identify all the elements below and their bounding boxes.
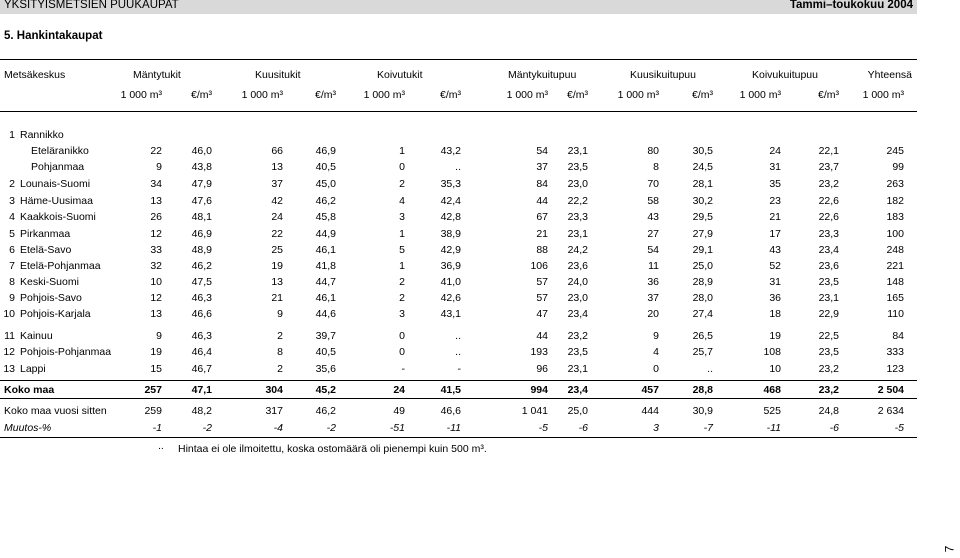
table-cell: 994 (530, 384, 548, 396)
table-cell: 46,4 (191, 346, 212, 358)
table-cell: 9 (277, 308, 283, 320)
table-cell: -51 (389, 422, 405, 434)
unit-header: 1 000 m³ (617, 89, 659, 101)
unit-header: €/m³ (315, 89, 336, 101)
table-cell: 23,5 (818, 346, 839, 358)
table-cell: 34 (150, 178, 162, 190)
table-cell: 13 (150, 195, 162, 207)
table-cell: 23,1 (567, 145, 588, 157)
region-number: 1 (9, 129, 15, 141)
table-cell: 36,9 (440, 260, 461, 272)
table-cell: 10 (150, 276, 162, 288)
table-cell: 26,5 (692, 330, 713, 342)
table-cell: 84 (536, 178, 548, 190)
table-cell: 100 (886, 228, 904, 240)
row-number: 3 (9, 195, 15, 207)
table-cell: 24,8 (818, 405, 839, 417)
table-bottom-rule (0, 437, 917, 438)
table-cell: 44,9 (315, 228, 336, 240)
previous-year-row-label: Koko maa vuosi sitten (4, 405, 107, 417)
table-cell: 47,9 (191, 178, 212, 190)
table-cell: 24 (271, 211, 283, 223)
table-cell: 24,5 (692, 161, 713, 173)
table-cell: 42,4 (440, 195, 461, 207)
table-cell: 37 (536, 161, 548, 173)
table-cell: 46,7 (191, 363, 212, 375)
table-cell: 39,7 (315, 330, 336, 342)
table-cell: 25,0 (567, 405, 588, 417)
table-cell: -7 (703, 422, 713, 434)
table-cell: -6 (829, 422, 839, 434)
table-cell: 123 (886, 363, 904, 375)
table-cell: .. (455, 346, 461, 358)
table-cell: 21 (536, 228, 548, 240)
table-cell: 4 (399, 195, 405, 207)
table-cell: 27,4 (692, 308, 713, 320)
row-number: 5 (9, 228, 15, 240)
table-cell: 25,0 (692, 260, 713, 272)
table-cell: 2 (399, 178, 405, 190)
table-cell: 27,9 (692, 228, 713, 240)
table-cell: 23,5 (567, 161, 588, 173)
table-cell: 45,0 (315, 178, 336, 190)
row-number: 10 (3, 308, 15, 320)
table-cell: 84 (892, 330, 904, 342)
table-cell: 44,6 (315, 308, 336, 320)
table-cell: 41,0 (440, 276, 461, 288)
row-number: 11 (4, 330, 15, 342)
table-cell: 13 (271, 276, 283, 288)
table-cell: 4 (653, 346, 659, 358)
table-cell: 47,1 (191, 384, 212, 396)
unit-header: €/m³ (818, 89, 839, 101)
table-cell: 23,1 (818, 292, 839, 304)
table-cell: 54 (647, 244, 659, 256)
table-cell: 25 (271, 244, 283, 256)
table-cell: 468 (763, 384, 781, 396)
table-cell: 0 (399, 346, 405, 358)
unit-header: €/m³ (440, 89, 461, 101)
table-cell: 12 (150, 292, 162, 304)
table-cell: 58 (647, 195, 659, 207)
table-cell: 22,6 (818, 211, 839, 223)
table-cell: 46,2 (315, 195, 336, 207)
table-cell: 2 (277, 363, 283, 375)
table-cell: 30,2 (692, 195, 713, 207)
table-cell: 23,6 (567, 260, 588, 272)
table-cell: -6 (578, 422, 588, 434)
table-cell: 28,0 (692, 292, 713, 304)
table-cell: 46,6 (440, 405, 461, 417)
table-cell: 304 (265, 384, 283, 396)
table-cell: 35 (769, 178, 781, 190)
table-cell: 37 (271, 178, 283, 190)
table-cell: 444 (641, 405, 659, 417)
table-cell: 49 (393, 405, 405, 417)
table-cell: 23,2 (818, 384, 839, 396)
table-cell: 31 (769, 276, 781, 288)
table-cell: 24 (769, 145, 781, 157)
region-name: Rannikko (20, 129, 64, 141)
table-cell: 46,9 (191, 228, 212, 240)
table-cell: 12 (150, 228, 162, 240)
table-cell: 13 (271, 161, 283, 173)
footnote-text: Hintaa ei ole ilmoitettu, koska ostomäärä oli pienempi kuin 500 m³. (178, 443, 487, 455)
table-cell: 15 (150, 363, 162, 375)
unit-header: €/m³ (191, 89, 212, 101)
table-cell: 18 (769, 308, 781, 320)
table-cell: 5 (399, 244, 405, 256)
table-cell: 0 (399, 330, 405, 342)
table-cell: 21 (271, 292, 283, 304)
table-cell: -2 (326, 422, 336, 434)
table-cell: 32 (150, 260, 162, 272)
table-cell: 96 (536, 363, 548, 375)
table-cell: 38,9 (440, 228, 461, 240)
document-header (0, 0, 917, 14)
table-cell: 22 (271, 228, 283, 240)
table-cell: 110 (887, 308, 904, 320)
table-cell: 8 (653, 161, 659, 173)
unit-header: 1 000 m³ (363, 89, 405, 101)
row-number: 6 (9, 244, 15, 256)
table-cell: 23,4 (567, 384, 588, 396)
table-cell: 245 (886, 145, 904, 157)
column-group-header: Metsäkeskus (4, 69, 66, 81)
table-cell: 23,1 (567, 363, 588, 375)
table-cell: 19 (271, 260, 283, 272)
table-cell: 22 (150, 145, 162, 157)
table-cell: 88 (536, 244, 548, 256)
table-cell: 8 (277, 346, 283, 358)
row-name: Eteläranikko (31, 145, 89, 157)
table-cell: 165 (886, 292, 904, 304)
table-cell: 22,6 (818, 195, 839, 207)
table-cell: 257 (144, 384, 162, 396)
table-cell: 44 (536, 330, 548, 342)
table-cell: -4 (273, 422, 283, 434)
table-cell: 193 (530, 346, 548, 358)
table-cell: 40,5 (315, 161, 336, 173)
table-cell: 2 634 (877, 405, 904, 417)
table-cell: 46,9 (315, 145, 336, 157)
row-number: 7 (9, 260, 15, 272)
table-cell: 3 (399, 308, 405, 320)
footnote-symbol: .. (158, 440, 164, 452)
table-cell: 23,2 (818, 363, 839, 375)
table-cell: 46,1 (315, 292, 336, 304)
table-cell: 23,5 (818, 276, 839, 288)
table-cell: 37 (647, 292, 659, 304)
table-cell: 36 (769, 292, 781, 304)
table-cell: 45,8 (315, 211, 336, 223)
table-cell: 28,1 (692, 178, 713, 190)
report-period: Tammi–toukokuu 2004 (789, 0, 913, 11)
table-cell: 23,4 (567, 308, 588, 320)
table-cell: 457 (641, 384, 659, 396)
table-top-rule (0, 59, 917, 60)
table-cell: 22,2 (567, 195, 588, 207)
table-cell: 24,0 (567, 276, 588, 288)
page-number: 7 (942, 545, 957, 553)
table-cell: 9 (156, 330, 162, 342)
table-cell: 263 (886, 178, 904, 190)
table-cell: -5 (894, 422, 904, 434)
row-name: Pohjois-Savo (20, 292, 82, 304)
unit-header: €/m³ (567, 89, 588, 101)
unit-header: 1 000 m³ (739, 89, 781, 101)
table-cell: 70 (647, 178, 659, 190)
table-cell: 46,3 (191, 292, 212, 304)
table-cell: 22,9 (818, 308, 839, 320)
table-cell: 43,1 (440, 308, 461, 320)
table-cell: 9 (653, 330, 659, 342)
table-cell: 46,1 (315, 244, 336, 256)
change-row-label: Muutos-% (4, 422, 52, 434)
row-number: 8 (9, 276, 15, 288)
table-cell: 333 (886, 346, 904, 358)
row-name: Lappi (20, 363, 46, 375)
table-cell: 25,7 (692, 346, 713, 358)
row-name: Häme-Uusimaa (20, 195, 93, 207)
row-name: Kainuu (20, 330, 53, 342)
table-cell: 35,6 (315, 363, 336, 375)
table-cell: -11 (766, 422, 781, 434)
table-cell: 41,5 (440, 384, 461, 396)
table-cell: 2 504 (877, 384, 904, 396)
table-cell: 23,0 (567, 292, 588, 304)
row-number: 13 (3, 363, 15, 375)
table-cell: 48,1 (191, 211, 212, 223)
table-cell: 42 (271, 195, 283, 207)
table-cell: 43,8 (191, 161, 212, 173)
total-bottom-rule (0, 398, 917, 399)
table-cell: 20 (647, 308, 659, 320)
unit-header: 1 000 m³ (506, 89, 548, 101)
table-cell: .. (455, 330, 461, 342)
table-cell: 19 (769, 330, 781, 342)
table-cell: 13 (150, 308, 162, 320)
table-cell: 106 (530, 260, 548, 272)
total-top-rule (0, 380, 917, 381)
table-cell: 45,2 (315, 384, 336, 396)
table-cell: 23,7 (818, 161, 839, 173)
table-cell: 27 (647, 228, 659, 240)
table-cell: 35,3 (440, 178, 461, 190)
table-cell: 47 (536, 308, 548, 320)
header-bottom-rule (0, 111, 917, 112)
unit-header: €/m³ (692, 89, 713, 101)
table-cell: 9 (156, 161, 162, 173)
table-cell: 26 (150, 211, 162, 223)
table-cell: 43,2 (440, 145, 461, 157)
column-group-header: Kuusitukit (255, 69, 301, 81)
table-cell: 1 (399, 228, 405, 240)
table-cell: 21 (769, 211, 781, 223)
table-cell: 42,8 (440, 211, 461, 223)
table-cell: 24,2 (567, 244, 588, 256)
table-cell: 182 (886, 195, 904, 207)
report-title: YKSITYISMETSIEN PUUKAUPAT (4, 0, 179, 11)
table-cell: 47,5 (191, 276, 212, 288)
table-cell: 29,5 (692, 211, 713, 223)
table-cell: 67 (536, 211, 548, 223)
unit-header: 1 000 m³ (120, 89, 162, 101)
table-cell: 44,7 (315, 276, 336, 288)
row-name: Etelä-Savo (20, 244, 72, 256)
table-cell: 54 (536, 145, 548, 157)
table-cell: 24 (393, 384, 405, 396)
section-title: 5. Hankintakaupat (4, 30, 103, 42)
table-cell: 2 (399, 292, 405, 304)
table-cell: 10 (769, 363, 781, 375)
table-cell: 30,5 (692, 145, 713, 157)
table-cell: 30,9 (692, 405, 713, 417)
table-cell: 23,1 (567, 228, 588, 240)
table-cell: - (457, 363, 461, 375)
total-row-label: Koko maa (4, 384, 55, 396)
table-cell: 1 041 (521, 405, 548, 417)
table-cell: 46,0 (191, 145, 212, 157)
table-cell: 2 (277, 330, 283, 342)
row-name: Pohjois-Karjala (20, 308, 91, 320)
table-cell: 23,6 (818, 260, 839, 272)
table-cell: 0 (653, 363, 659, 375)
table-cell: 46,3 (191, 330, 212, 342)
table-cell: .. (707, 363, 713, 375)
table-cell: 44 (536, 195, 548, 207)
table-cell: 17 (769, 228, 781, 240)
table-cell: 248 (886, 244, 904, 256)
row-number: 4 (9, 211, 15, 223)
table-cell: 23,2 (818, 178, 839, 190)
table-cell: 525 (763, 405, 781, 417)
table-cell: 40,5 (315, 346, 336, 358)
table-cell: 42,9 (440, 244, 461, 256)
table-cell: 221 (886, 260, 904, 272)
table-cell: 23 (769, 195, 781, 207)
table-cell: .. (455, 161, 461, 173)
table-cell: 108 (763, 346, 781, 358)
table-cell: 22,5 (818, 330, 839, 342)
table-cell: 259 (144, 405, 162, 417)
table-cell: 148 (886, 276, 904, 288)
table-cell: 3 (399, 211, 405, 223)
table-cell: 57 (536, 276, 548, 288)
table-cell: 23,3 (567, 211, 588, 223)
table-cell: -2 (202, 422, 212, 434)
table-cell: 31 (769, 161, 781, 173)
table-cell: 28,9 (692, 276, 713, 288)
column-group-header: Koivukuitupuu (752, 69, 818, 81)
column-group-header: Yhteensä (867, 69, 912, 81)
row-number: 2 (9, 178, 15, 190)
table-cell: 1 (399, 260, 405, 272)
table-cell: 33 (150, 244, 162, 256)
row-number: 12 (3, 346, 15, 358)
row-name: Pohjois-Pohjanmaa (20, 346, 112, 358)
column-group-header: Mäntytukit (133, 69, 181, 81)
table-cell: 57 (536, 292, 548, 304)
table-cell: -5 (538, 422, 548, 434)
column-group-header: Kuusikuitupuu (630, 69, 696, 81)
table-cell: 46,6 (191, 308, 212, 320)
table-cell: 48,9 (191, 244, 212, 256)
unit-header: 1 000 m³ (241, 89, 283, 101)
table-cell: 48,2 (191, 405, 212, 417)
column-group-header: Mäntykuitupuu (508, 69, 577, 81)
row-name: Pirkanmaa (20, 228, 71, 240)
table-cell: 43 (769, 244, 781, 256)
table-cell: 29,1 (692, 244, 713, 256)
table-cell: 99 (892, 161, 904, 173)
table-cell: 0 (399, 161, 405, 173)
row-name: Etelä-Pohjanmaa (20, 260, 101, 272)
table-cell: 3 (653, 422, 659, 434)
table-cell: 183 (886, 211, 904, 223)
table-cell: 41,8 (315, 260, 336, 272)
table-cell: 66 (271, 145, 283, 157)
table-cell: 46,2 (315, 405, 336, 417)
table-cell: 23,0 (567, 178, 588, 190)
table-cell: 19 (150, 346, 162, 358)
table-cell: 42,6 (440, 292, 461, 304)
table-cell: 22,1 (818, 145, 839, 157)
table-cell: 36 (647, 276, 659, 288)
row-name: Pohjanmaa (31, 161, 85, 173)
table-cell: 23,2 (567, 330, 588, 342)
table-cell: 2 (399, 276, 405, 288)
row-name: Kaakkois-Suomi (20, 211, 96, 223)
table-cell: 80 (647, 145, 659, 157)
row-name: Lounais-Suomi (20, 178, 91, 190)
table-cell: 28,8 (692, 384, 713, 396)
table-cell: 11 (648, 260, 659, 272)
row-number: 9 (9, 292, 15, 304)
table-cell: 1 (399, 145, 405, 157)
table-cell: 23,4 (818, 244, 839, 256)
table-cell: 52 (769, 260, 781, 272)
column-group-header: Koivutukit (377, 69, 423, 81)
table-cell: -11 (446, 422, 461, 434)
table-cell: 23,5 (567, 346, 588, 358)
unit-header: 1 000 m³ (862, 89, 904, 101)
table-cell: 43 (647, 211, 659, 223)
table-cell: 23,3 (818, 228, 839, 240)
table-cell: 46,2 (191, 260, 212, 272)
table-cell: - (401, 363, 405, 375)
table-cell: -1 (152, 422, 162, 434)
row-name: Keski-Suomi (20, 276, 79, 288)
table-cell: 47,6 (191, 195, 212, 207)
table-cell: 317 (265, 405, 283, 417)
